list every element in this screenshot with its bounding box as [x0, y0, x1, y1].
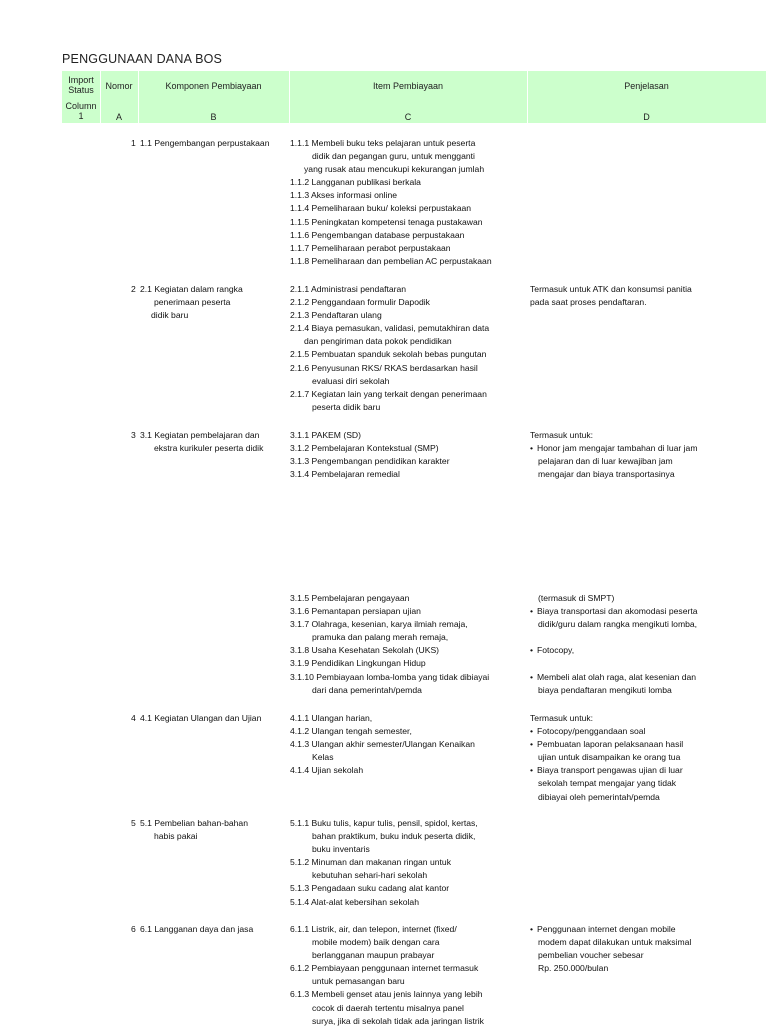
row-2-komponen: 2.1 Kegiatan dalam rangka penerimaan peserta didik baru: [140, 284, 243, 321]
header-komponen: Komponen Pembiayaan: [165, 81, 262, 91]
row-5-komponen: 5.1 Pembelian bahan-bahan habis pakai: [140, 818, 248, 842]
row-4-items: 4.1.1 Ulangan harian, 4.1.2 Ulangan tengah semester, 4.1.3 Ulangan akhir semester/Ulangan Kenaikan Kelas 4.1.4 Ujian sekolah: [290, 713, 475, 776]
header-penjelasan: Penjelasan: [624, 81, 669, 91]
header-col-a: A: [115, 112, 122, 122]
row-6-items: 6.1.1 Listrik, air, dan telepon, internet (fixed/ mobile modem) baik dengan cara berlangganan maupun prabayar 6.1.2 Pembiayaan penggunaan internet termasuk untuk pemasangan baru 6.1.3 Membeli genset atau jenis lainnya yang lebih cocok di daerah tertentu misalnya panel surya, jika di sekolah tidak ada jaringan listrik: [290, 924, 484, 1026]
row-1-items: 1.1.1 Membeli buku teks pelajaran untuk peserta didik dan pegangan guru, untuk mengganti yang rusak atau mencukupi kekurangan jumlah 1.1.2 Langganan publikasi berkala 1.1.3 Akses informasi online 1.1.4 Pemeliharaan buku/ koleksi perpustakaan 1.1.5 Peningkatan kompetensi tenaga pustakawan 1.1.6 Pengembangan database perpustakaan 1.1.7 Pemeliharaan perabot perpustakaan 1.1.8 Pemeliharaan dan pembelian AC perpustakaan: [290, 138, 492, 266]
header-import-status: Import Status: [68, 75, 94, 95]
row-6-nomor: 6: [131, 924, 136, 934]
row-3-penjelasan: Termasuk untuk: • Honor jam mengajar tambahan di luar jam pelajaran dan di luar kewajiban jam mengajar dan biaya transportasinya: [530, 429, 698, 481]
row-4-komponen: 4.1 Kegiatan Ulangan dan Ujian: [140, 713, 262, 723]
row-2-nomor: 2: [131, 284, 136, 294]
page-title: PENGGUNAAN DANA BOS: [62, 52, 223, 66]
row-2-items: 2.1.1 Administrasi pendaftaran 2.1.2 Penggandaan formulir Dapodik 2.1.3 Pendaftaran ulang 2.1.4 Biaya pemasukan, validasi, pemutakhiran data dan pengiriman data pokok pendidikan 2.1.5 Pembuatan spanduk sekolah bebas pungutan 2.1.6 Penyusunan RKS/ RKAS berdasarkan hasil evaluasi diri sekolah 2.1.7 Kegiatan lain yang terkait dengan penerimaan peserta didik baru: [290, 284, 490, 412]
header-column1: Column 1: [65, 101, 97, 121]
row-6-komponen: 6.1 Langganan daya dan jasa: [140, 924, 254, 934]
row-2-penjelasan: Termasuk untuk ATK dan konsumsi panitia pada saat proses pendaftaran.: [530, 284, 692, 308]
header-col-b: B: [210, 112, 217, 122]
header-item: Item Pembiayaan: [372, 81, 444, 91]
row-6-penjelasan: • Penggunaan internet dengan mobile modem dapat dilakukan untuk maksimal pembelian voucher sebesar Rp. 250.000/bulan: [530, 923, 691, 975]
row-4-nomor: 4: [131, 713, 136, 723]
row-3b-penjelasan: (termasuk di SMPT) • Biaya transportasi dan akomodasi peserta didik/guru dalam rangka mengikuti lomba, • Fotocopy, • Membeli alat olah raga, alat kesenian dan biaya pendaftaran mengikuti lomba: [530, 592, 698, 697]
row-3-items: 3.1.1 PAKEM (SD) 3.1.2 Pembelajaran Kontekstual (SMP) 3.1.3 Pengembangan pendidikan karakter 3.1.4 Pembelajaran remedial: [290, 430, 450, 480]
row-5-nomor: 5: [131, 818, 136, 828]
row-1-komponen: 1.1 Pengembangan perpustakaan: [140, 138, 270, 148]
table-header: [62, 71, 766, 123]
header-col-d: D: [643, 112, 650, 122]
row-3-komponen: 3.1 Kegiatan pembelajaran dan ekstra kurikuler peserta didik: [140, 430, 264, 454]
header-col-c: C: [404, 112, 412, 122]
row-5-items: 5.1.1 Buku tulis, kapur tulis, pensil, spidol, kertas, bahan praktikum, buku induk peserta didik, buku inventaris 5.1.2 Minuman dan makanan ringan untuk kebutuhan sehari-hari sekolah 5.1.3 Pengadaan suku cadang alat kantor 5.1.4 Alat-alat kebersihan sekolah: [290, 818, 478, 907]
row-4-penjelasan: Termasuk untuk: • Fotocopy/penggandaan soal • Pembuatan laporan pelaksanaan hasil ujian untuk disampaikan ke orang tua • Biaya transport pengawas ujian di luar sekolah tempat mengajar yang tidak dibiayai oleh pemerintah/pemda: [530, 712, 683, 804]
header-nomor: Nomor: [105, 81, 133, 91]
row-3b-items: 3.1.5 Pembelajaran pengayaan 3.1.6 Pemantapan persiapan ujian 3.1.7 Olahraga, kesenian, karya ilmiah remaja, pramuka dan palang merah remaja, 3.1.8 Usaha Kesehatan Sekolah (UKS) 3.1.9 Pendidikan Lingkungan Hidup 3.1.10 Pembiayaan lomba-lomba yang tidak dibiayai dari dana pemerintah/pemda: [290, 593, 490, 695]
row-3-nomor: 3: [131, 430, 136, 440]
row-1-nomor: 1: [131, 138, 136, 148]
